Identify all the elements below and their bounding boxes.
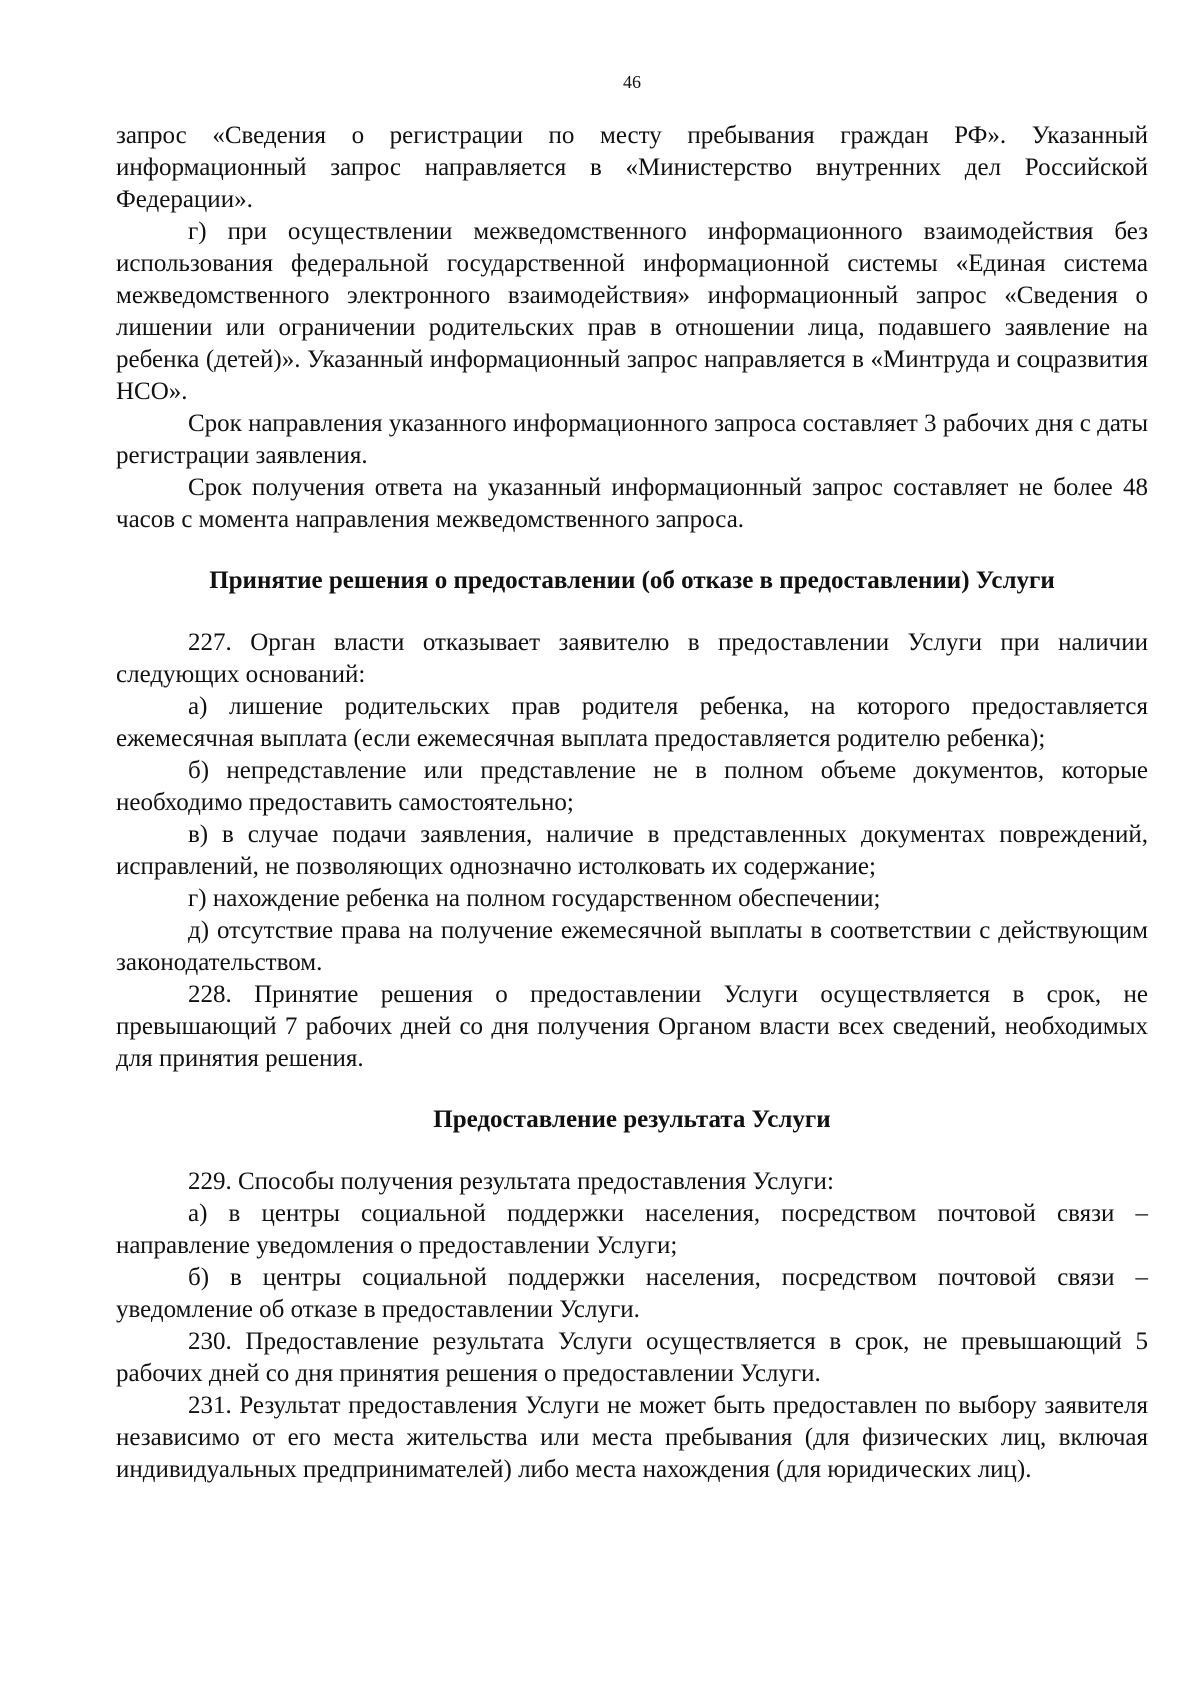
paragraph: а) лишение родительских прав родителя ребенка, на которого предоставляется ежемесячная выплата (если ежемесячная выплата предоставляется родителю ребенка); <box>116 693 1148 752</box>
paragraph: 231. Результат предоставления Услуги не может быть предоставлен по выбору заявителя независимо от его места жительства или места пребывания (для физических лиц, включая индивидуальных предпринимателей) либо места нахождения (для юридических лиц). <box>116 1392 1148 1483</box>
paragraph: 229. Способы получения результата предоставления Услуги: <box>188 1168 834 1195</box>
paragraph: б) непредставление или представление не в полном объеме документов, которые необходимо предоставить самостоятельно; <box>116 757 1148 816</box>
paragraph: г) при осуществлении межведомственного информационного взаимодействия без использования федеральной государственной информационной системы «Единая система межведомственного электронного взаимодействия» информационный запрос «Сведения о лишении или ограничении родительских прав в отношении лица, подавшего заявление на ребенка (детей)». Указанный информационный запрос направляется в «Минтруда и соцразвития НСО». <box>116 218 1148 405</box>
paragraph: а) в центры социальной поддержки населения, посредством почтовой связи – направление уведомления о предоставлении Услуги; <box>116 1200 1148 1259</box>
paragraph: 230. Предоставление результата Услуги осуществляется в срок, не превышающий 5 рабочих дней со дня принятия решения о предоставлении Услуги. <box>116 1328 1148 1387</box>
paragraph: б) в центры социальной поддержки населения, посредством почтовой связи – уведомление об отказе в предоставлении Услуги. <box>116 1264 1148 1323</box>
section-heading: Принятие решения о предоставлении (об отказе в предоставлении) Услуги <box>209 567 1055 594</box>
paragraph: г) нахождение ребенка на полном государственном обеспечении; <box>188 885 881 912</box>
paragraph: Срок направления указанного информационного запроса составляет 3 рабочих дня с даты регистрации заявления. <box>116 410 1148 469</box>
page-number: 46 <box>623 72 641 92</box>
paragraph: 227. Орган власти отказывает заявителю в предоставлении Услуги при наличии следующих оснований: <box>116 629 1148 688</box>
paragraph: в) в случае подачи заявления, наличие в представленных документах повреждений, исправлений, не позволяющих однозначно истолковать их содержание; <box>116 821 1148 880</box>
paragraph: 228. Принятие решения о предоставлении Услуги осуществляется в срок, не превышающий 7 рабочих дней со дня получения Органом власти всех сведений, необходимых для принятия решения. <box>116 981 1148 1072</box>
document-body <box>116 120 1148 1486</box>
paragraph: запрос «Сведения о регистрации по месту пребывания граждан РФ». Указанный информационный запрос направляется в «Министерство внутренних дел Российской Федерации». <box>116 122 1148 213</box>
document-page <box>116 0 1148 1697</box>
paragraph: Срок получения ответа на указанный информационный запрос составляет не более 48 часов с момента направления межведомственного запроса. <box>116 474 1148 533</box>
section-heading: Предоставление результата Услуги <box>433 1106 831 1133</box>
paragraph: д) отсутствие права на получение ежемесячной выплаты в соответствии с действующим законодательством. <box>116 917 1148 976</box>
